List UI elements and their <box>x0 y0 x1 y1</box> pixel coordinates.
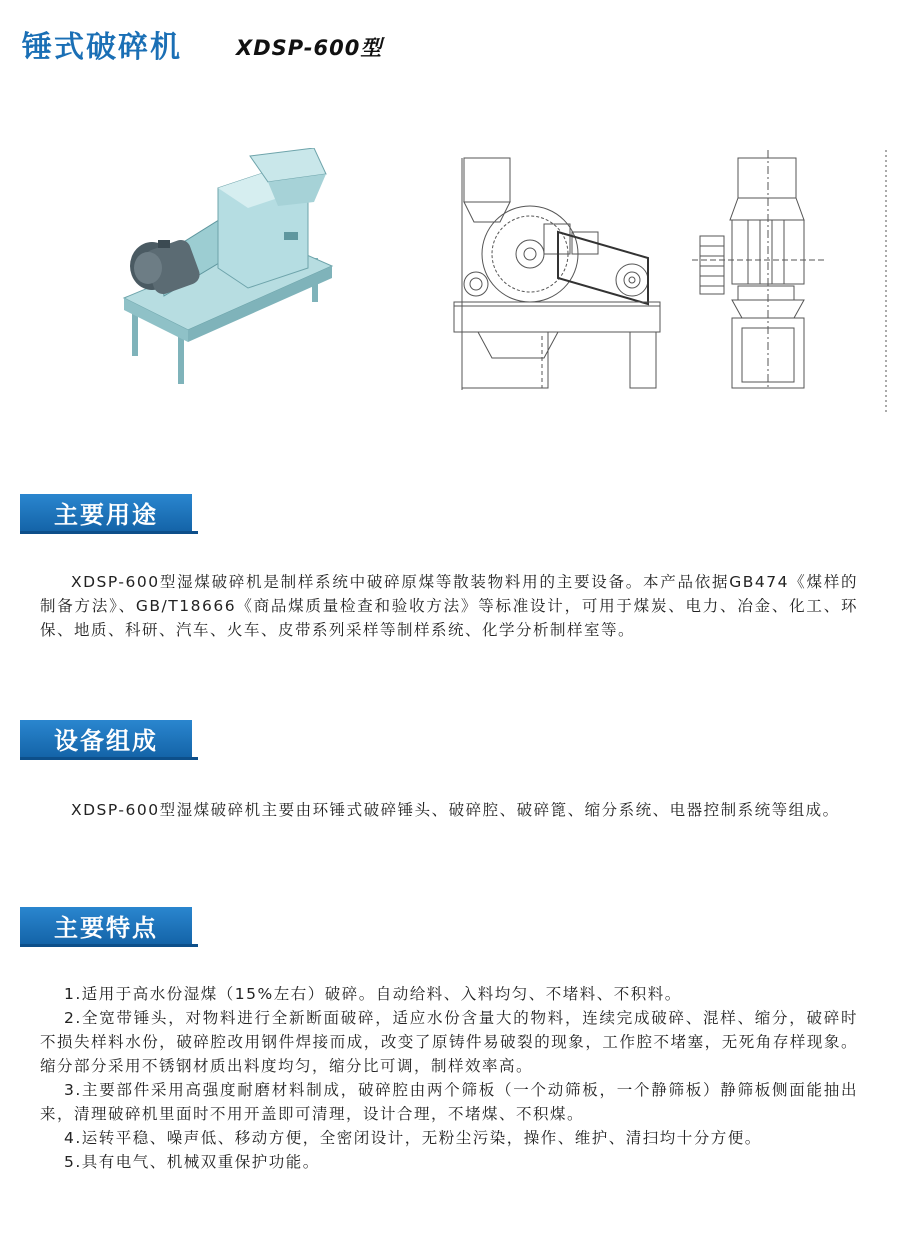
feature-item: 5.具有电气、机械双重保护功能。 <box>64 1153 320 1171</box>
model-number: XDSP-600型 <box>236 36 383 60</box>
hammer-crusher-photo <box>118 148 340 388</box>
section-heading-usage: 主要用途 <box>20 494 192 534</box>
feature-item: 3.主要部件采用高强度耐磨材料制成，破碎腔由两个筛板（一个动筛板，一个静筛板）静筛板侧面能抽出来，清理破碎机里面时不用开盖即可清理，设计合理，不堵煤、不积煤。 <box>40 1081 858 1123</box>
features-list <box>40 982 858 1174</box>
section-heading-features: 主要特点 <box>20 907 192 947</box>
feature-item: 4.运转平稳、噪声低、移动方便，全密闭设计，无粉尘污染，操作、维护、清扫均十分方便。 <box>64 1129 762 1147</box>
usage-paragraph: XDSP-600型湿煤破碎机是制样系统中破碎原煤等散装物料用的主要设备。本产品依据GB474《煤样的制备方法》、GB/T18666《商品煤质量检查和验收方法》等标准设计，可用于煤炭、电力、冶金、化工、环保、地质、科研、汽车、火车、皮带系列采样等制样系统、化学分析制样室等。 <box>40 573 858 639</box>
engineering-drawing <box>448 150 893 412</box>
composition-paragraph: XDSP-600型湿煤破碎机主要由环锤式破碎锤头、破碎腔、破碎篦、缩分系统、电器控制系统等组成。 <box>71 801 840 819</box>
feature-item: 1.适用于高水份湿煤（15%左右）破碎。自动给料、入料均匀、不堵料、不积料。 <box>64 985 682 1003</box>
feature-item: 2.全宽带锤头，对物料进行全新断面破碎，适应水份含量大的物料，连续完成破碎、混样、缩分，破碎时不损失样料水份，破碎腔改用钢件焊接而成，改变了原铸件易破裂的现象，工作腔不堵塞，无死角存样现象。缩分部分采用不锈钢材质出料度均匀，缩分比可调，制样效率高。 <box>40 1009 858 1075</box>
section-heading-composition: 设备组成 <box>20 720 192 760</box>
page-title: 锤式破碎机 <box>22 30 182 65</box>
